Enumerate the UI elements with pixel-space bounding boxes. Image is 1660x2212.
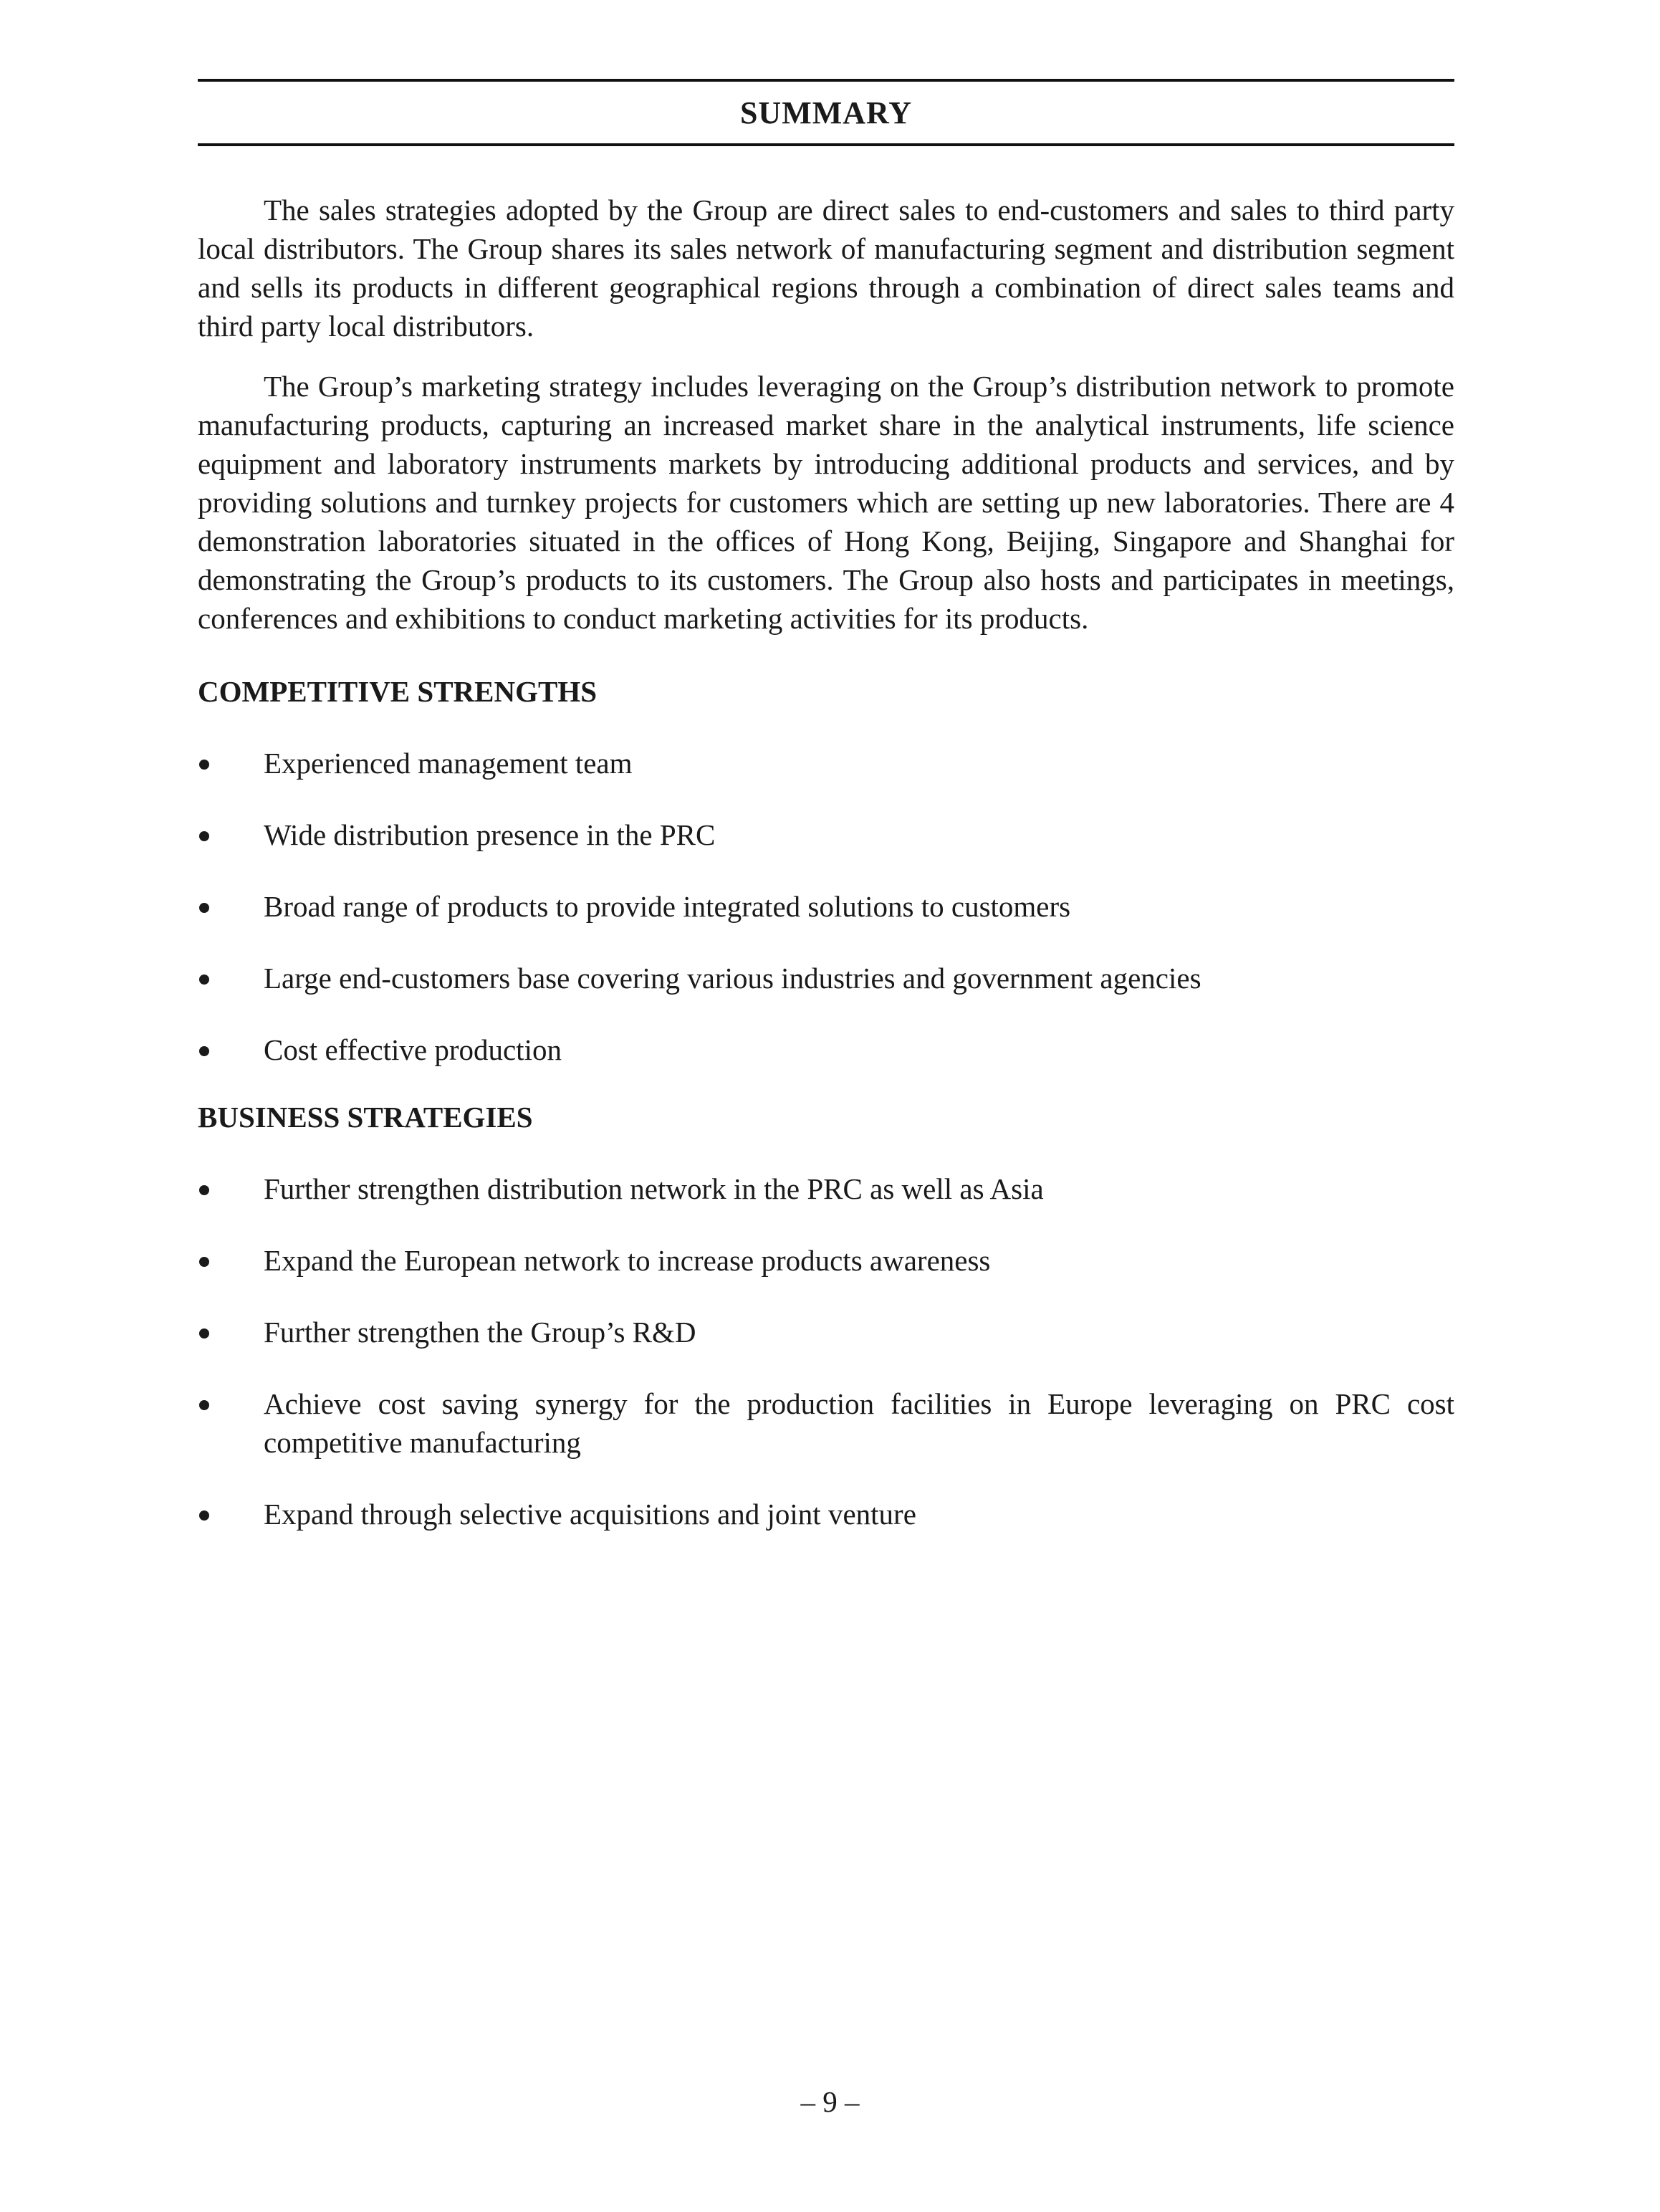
header-top-rule bbox=[198, 79, 1454, 82]
list-item-text: Expand through selective acquisitions and joint venture bbox=[264, 1498, 916, 1531]
list-item bbox=[198, 1384, 1454, 1462]
competitive-strengths-list bbox=[198, 744, 1454, 1069]
bullet-icon bbox=[199, 1328, 209, 1339]
list-item bbox=[198, 1241, 1454, 1280]
list-item-text: Expand the European network to increase products awareness bbox=[264, 1244, 991, 1277]
list-item bbox=[198, 1030, 1454, 1069]
bullet-icon bbox=[199, 1046, 209, 1056]
list-item bbox=[198, 815, 1454, 854]
page-title: SUMMARY bbox=[739, 95, 913, 130]
list-item-text: Further strengthen the Group’s R&D bbox=[264, 1316, 696, 1349]
bullet-icon bbox=[199, 975, 209, 985]
list-item-text: Experienced management team bbox=[264, 747, 633, 780]
bullet-icon bbox=[199, 831, 209, 841]
list-item-text: Broad range of products to provide integrated solutions to customers bbox=[264, 890, 1071, 923]
list-item bbox=[198, 959, 1454, 997]
bullet-icon bbox=[199, 1510, 209, 1521]
list-item bbox=[198, 887, 1454, 926]
bullet-icon bbox=[199, 1400, 209, 1410]
list-item-text: Large end-customers base covering various industries and government agencies bbox=[264, 962, 1201, 995]
list-item-text: Further strengthen distribution network in the PRC as well as Asia bbox=[264, 1172, 1044, 1205]
list-item bbox=[198, 1495, 1454, 1533]
document-page bbox=[198, 79, 1454, 1533]
section-heading-business-strategies: BUSINESS STRATEGIES bbox=[198, 1101, 533, 1134]
list-item-text: Achieve cost saving synergy for the production facilities in Europe leveraging on PRC cost competitive manufacturing bbox=[264, 1387, 1454, 1459]
paragraph-marketing-strategy: The Group’s marketing strategy includes leveraging on the Group’s distribution network to promote manufacturing products, capturing an increased market share in the analytical instruments, life science equipment and laboratory instruments markets by introducing additional products and services, and by providing solutions and turnkey projects for customers which are setting up new laboratories. There are 4 demonstration laboratories situated in the offices of Hong Kong, Beijing, Singapore and Shanghai for demonstrating the Group’s products to its customers. The Group also hosts and participates in meetings, conferences and exhibitions to conduct marketing activities for its products. bbox=[198, 370, 1454, 635]
page-number: – 9 – bbox=[800, 2085, 860, 2118]
list-item bbox=[198, 744, 1454, 782]
list-item-text: Wide distribution presence in the PRC bbox=[264, 818, 716, 851]
list-item bbox=[198, 1313, 1454, 1351]
section-heading-competitive-strengths: COMPETITIVE STRENGTHS bbox=[198, 675, 598, 708]
paragraph-sales-strategies: The sales strategies adopted by the Group are direct sales to end-customers and sales to third party local distributors. The Group shares its sales network of manufacturing segment and distribution segment and sells its products in different geographical regions through a combination of direct sales teams and third party local distributors. bbox=[198, 193, 1454, 343]
bullet-icon bbox=[199, 1185, 209, 1195]
list-item-text: Cost effective production bbox=[264, 1033, 562, 1066]
bullet-icon bbox=[199, 903, 209, 913]
bullet-icon bbox=[199, 1257, 209, 1267]
list-item bbox=[198, 1169, 1454, 1208]
bullet-icon bbox=[199, 760, 209, 770]
header-bottom-rule bbox=[198, 143, 1454, 146]
business-strategies-list bbox=[198, 1169, 1454, 1533]
